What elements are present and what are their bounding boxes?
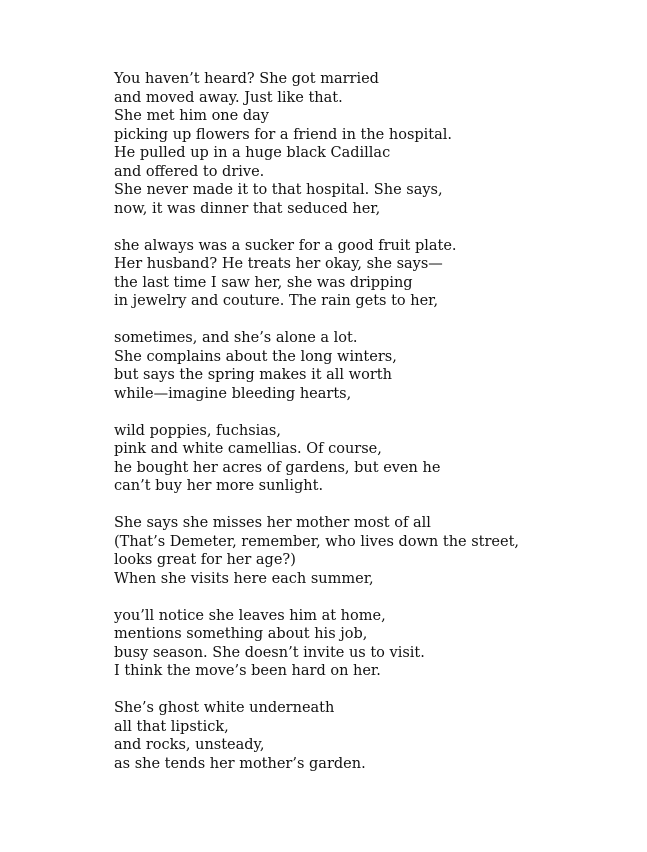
poem-body	[114, 70, 634, 792]
poem-line: the last time I saw her, she was dripping	[114, 274, 413, 291]
stanza	[114, 70, 634, 218]
poem-line: He pulled up in a huge black Cadillac	[114, 145, 391, 161]
poem-line: She complains about the long winters,	[114, 348, 397, 365]
poem-line: looks great for her age?)	[114, 552, 296, 568]
poem-line: She says she misses her mother most of all	[114, 515, 431, 531]
poem-line: She never made it to that hospital. She says,	[114, 182, 443, 198]
poem-line: I think the move’s been hard on her.	[114, 663, 381, 679]
stanza	[114, 237, 634, 311]
poem-line: She met him one day	[114, 108, 269, 124]
poem-line: she always was a sucker for a good fruit plate.	[114, 237, 457, 254]
poem-line: Her husband? He treats her okay, she says—	[114, 256, 443, 272]
stanza	[114, 514, 634, 588]
poem-line: you’ll notice she leaves him at home,	[114, 607, 386, 624]
poem-line: and moved away. Just like that.	[114, 89, 343, 106]
stanza	[114, 422, 634, 496]
poem-line: now, it was dinner that seduced her,	[114, 200, 381, 217]
stanza	[114, 607, 634, 681]
poem-line: (That’s Demeter, remember, who lives down the street,	[114, 533, 520, 550]
poem-line: pink and white camellias. Of course,	[114, 441, 382, 457]
poem-line: as she tends her mother’s garden.	[114, 755, 366, 772]
poem-line: mentions something about his job,	[114, 626, 368, 642]
poem-line: You haven’t heard? She got married	[114, 71, 379, 87]
poem-line: can’t buy her more sunlight.	[114, 478, 324, 494]
stanza	[114, 699, 634, 773]
poem-line: picking up flowers for a friend in the hospital.	[114, 126, 453, 143]
poem-line: She’s ghost white underneath	[114, 700, 335, 716]
poem-line: and rocks, unsteady,	[114, 737, 265, 753]
poem-line: When she visits here each summer,	[114, 570, 374, 587]
poem-line: but says the spring makes it all worth	[114, 367, 392, 383]
poem-line: wild poppies, fuchsias,	[114, 422, 281, 439]
poem-line: in jewelry and couture. The rain gets to her,	[114, 293, 439, 309]
poem-line: all that lipstick,	[114, 718, 229, 735]
poem-line: sometimes, and she’s alone a lot.	[114, 330, 358, 346]
poem-line: he bought her acres of gardens, but even he	[114, 459, 441, 476]
poem-line: and offered to drive.	[114, 163, 265, 180]
poem-line: while—imagine bleeding hearts,	[114, 385, 352, 402]
poem-line: busy season. She doesn’t invite us to visit.	[114, 644, 425, 661]
stanza	[114, 329, 634, 403]
